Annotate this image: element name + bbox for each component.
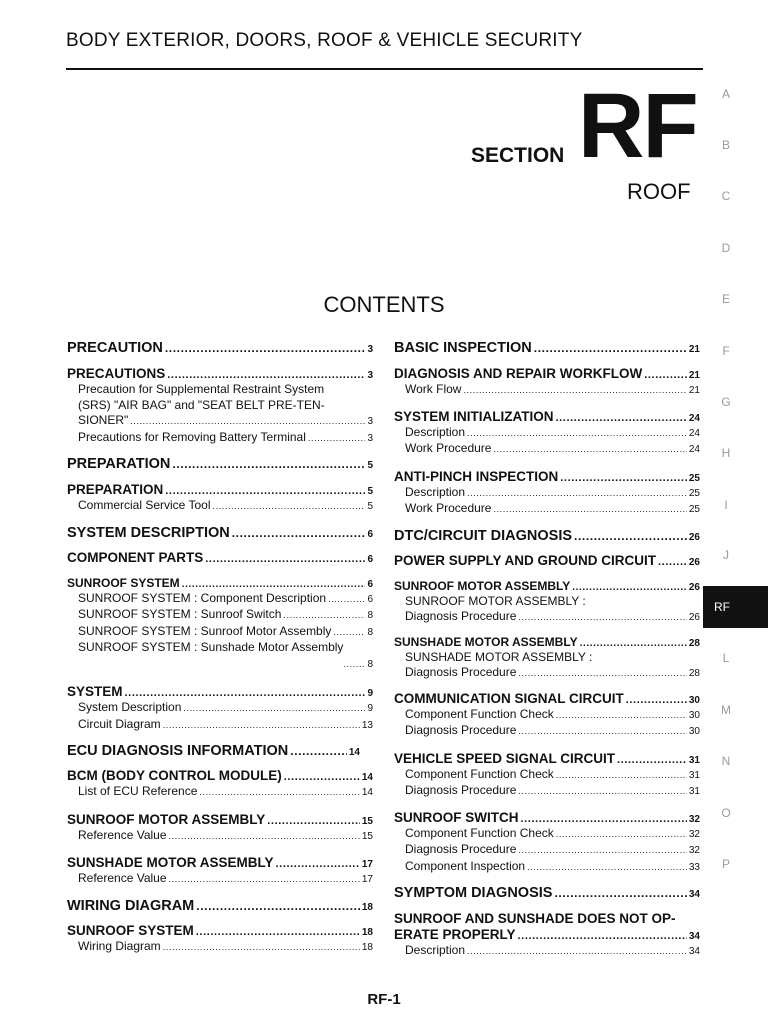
toc-entry-switch-inspect[interactable]: Component Inspection ..... 33 [394, 859, 700, 876]
toc-entry-system-description-sub[interactable]: System Description ..... 9 [67, 700, 373, 717]
toc-entry-sunshade-line1[interactable]: SUNROOF AND SUNSHADE DOES NOT OP- [394, 911, 676, 926]
toc-entry-psg-motor-proc[interactable]: Diagnosis Procedure ..... 26 [394, 609, 700, 626]
toc-entry-sunroof-motor[interactable]: SUNROOF MOTOR ASSEMBLY ..... 15 [67, 812, 373, 827]
toc-left-column [67, 340, 373, 955]
toc-entry-work-flow[interactable]: Work Flow ..... 21 [394, 382, 700, 399]
toc-right-column [394, 340, 700, 960]
section-name: ROOF [627, 179, 691, 204]
toc-entry-ss-switch[interactable]: SUNROOF SYSTEM : Sunroof Switch ..... 8 [67, 607, 373, 624]
toc-entry-anti-pinch[interactable]: ANTI-PINCH INSPECTION ..... 25 [394, 469, 700, 484]
toc-entry-wiring-sub[interactable]: Wiring Diagram ..... 18 [67, 939, 373, 956]
toc-entry-system-description[interactable]: SYSTEM DESCRIPTION ..... 6 [67, 525, 373, 541]
toc-entry-symptom[interactable]: SYMPTOM DIAGNOSIS ..... 34 [394, 885, 700, 901]
side-index-letter[interactable]: M [721, 703, 731, 717]
toc-entry-switch-proc[interactable]: Diagnosis Procedure ..... 32 [394, 842, 700, 859]
toc-entry-speed-proc[interactable]: Diagnosis Procedure ..... 31 [394, 783, 700, 800]
toc-entry-ss-component[interactable]: SUNROOF SYSTEM : Component Description ..... 6 [67, 591, 373, 608]
toc-entry-sys-init-proc[interactable]: Work Procedure ..... 24 [394, 441, 700, 458]
toc-entry-speed-signal[interactable]: VEHICLE SPEED SIGNAL CIRCUIT ..... 31 [394, 751, 700, 766]
toc-entry-srs-line2[interactable]: (SRS) "AIR BAG" and "SEAT BELT PRE-TEN- [78, 397, 325, 412]
side-index-letter[interactable]: J [723, 548, 729, 562]
side-index-letter[interactable]: O [721, 806, 731, 820]
toc-entry-wiring-sunroof[interactable]: SUNROOF SYSTEM ..... 18 [67, 923, 373, 938]
toc-entry-sunshade-line2[interactable]: ERATE PROPERLY ..... 34 [394, 927, 700, 942]
toc-entry-sys-init-desc[interactable]: Description ..... 24 [394, 425, 700, 442]
side-index-letter[interactable]: H [721, 446, 731, 460]
toc-entry-psg-motor[interactable]: SUNROOF MOTOR ASSEMBLY ..... 26 [394, 579, 700, 593]
toc-entry-ss-motor[interactable]: SUNROOF SYSTEM : Sunroof Motor Assembly ..... 8 [67, 624, 373, 641]
toc-entry-anti-pinch-proc[interactable]: Work Procedure ..... 25 [394, 501, 700, 518]
side-index-letter[interactable]: N [721, 754, 731, 768]
toc-entry-sunroof-system[interactable]: SUNROOF SYSTEM ..... 6 [67, 576, 373, 590]
toc-entry-basic-inspection[interactable]: BASIC INSPECTION ..... 21 [394, 340, 700, 356]
side-index-letter[interactable]: E [721, 292, 730, 306]
side-index-letter[interactable]: A [721, 87, 730, 101]
toc-entry-sunroof-motor-ref[interactable]: Reference Value ..... 15 [67, 828, 373, 845]
toc-entry-system[interactable]: SYSTEM ..... 9 [67, 684, 373, 699]
toc-entry-system-initialization[interactable]: SYSTEM INITIALIZATION ..... 24 [394, 409, 700, 424]
page-number: RF-1 [367, 991, 401, 1008]
toc-entry-bcm[interactable]: BCM (BODY CONTROL MODULE) ..... 14 [67, 768, 373, 783]
toc-entry-psg-sunshade[interactable]: SUNSHADE MOTOR ASSEMBLY ..... 28 [394, 635, 700, 649]
toc-entry-wiring-diagram[interactable]: WIRING DIAGRAM ..... 18 [67, 898, 373, 914]
side-index-letter[interactable]: D [721, 241, 731, 255]
side-index-letter[interactable]: I [724, 498, 728, 512]
side-index-letter[interactable]: F [722, 344, 730, 358]
toc-entry-ss-sunshade-line2[interactable]: ..... 8 [67, 656, 373, 673]
toc-entry-srs-line1[interactable]: Precaution for Supplemental Restraint System [78, 382, 325, 396]
toc-entry-workflow[interactable]: DIAGNOSIS AND REPAIR WORKFLOW ..... 21 [394, 366, 700, 381]
toc-entry-psg-motor-line1[interactable]: SUNROOF MOTOR ASSEMBLY : [405, 593, 586, 608]
toc-entry-preparation-main[interactable]: PREPARATION ..... 5 [67, 456, 373, 472]
side-index-letter[interactable]: G [721, 395, 731, 409]
toc-entry-comm-signal[interactable]: COMMUNICATION SIGNAL CIRCUIT ..... 30 [394, 691, 700, 706]
toc-entry-preparation[interactable]: PREPARATION ..... 5 [67, 482, 373, 497]
toc-entry-ecu-diagnosis[interactable]: ECU DIAGNOSIS INFORMATION ..... 14 [67, 743, 360, 759]
toc-entry-psg-sunshade-proc[interactable]: Diagnosis Procedure ..... 28 [394, 665, 700, 682]
header-rule [66, 68, 703, 70]
toc-entry-ecu-reference[interactable]: List of ECU Reference ..... 14 [67, 784, 373, 801]
toc-entry-sunroof-switch[interactable]: SUNROOF SWITCH ..... 32 [394, 810, 700, 825]
header-title: BODY EXTERIOR, DOORS, ROOF & VEHICLE SECURITY [66, 30, 583, 51]
contents-title: CONTENTS [323, 292, 445, 317]
toc-entry-power-supply[interactable]: POWER SUPPLY AND GROUND CIRCUIT ..... 26 [394, 553, 700, 568]
toc-entry-component-parts[interactable]: COMPONENT PARTS ..... 6 [67, 550, 373, 565]
toc-entry-comm-proc[interactable]: Diagnosis Procedure ..... 30 [394, 723, 700, 740]
toc-entry-sunshade-motor-ref[interactable]: Reference Value ..... 17 [67, 871, 373, 888]
toc-entry-sunshade-desc[interactable]: Description ..... 34 [394, 943, 700, 960]
side-index-letter[interactable]: L [722, 651, 730, 665]
side-index-active-tab[interactable]: RF [703, 586, 768, 628]
section-code: RF [578, 75, 697, 177]
section-label: SECTION [471, 144, 565, 167]
toc-entry-switch-check[interactable]: Component Function Check ..... 32 [394, 826, 700, 843]
toc-entry-comm-check[interactable]: Component Function Check ..... 30 [394, 707, 700, 724]
toc-entry-srs-line3[interactable]: SIONER" ..... 3 [67, 413, 373, 430]
side-index-letter[interactable]: C [721, 189, 731, 203]
toc-entry-battery[interactable]: Precautions for Removing Battery Terminal ..... 3 [67, 430, 373, 447]
toc-entry-circuit-diagram[interactable]: Circuit Diagram ..... 13 [67, 717, 373, 734]
toc-entry-precaution[interactable]: PRECAUTION ..... 3 [67, 340, 373, 356]
toc-entry-ss-sunshade-line1[interactable]: SUNROOF SYSTEM : Sunshade Motor Assembly [78, 640, 344, 654]
toc-entry-dtc[interactable]: DTC/CIRCUIT DIAGNOSIS ..... 26 [394, 528, 700, 544]
toc-entry-anti-pinch-desc[interactable]: Description ..... 25 [394, 485, 700, 502]
toc-entry-service-tool[interactable]: Commercial Service Tool ..... 5 [67, 498, 373, 515]
side-index-letter[interactable]: B [721, 138, 730, 152]
toc-entry-precautions[interactable]: PRECAUTIONS ..... 3 [67, 366, 373, 381]
side-index-letter[interactable]: P [721, 857, 730, 871]
toc-entry-sunshade-motor[interactable]: SUNSHADE MOTOR ASSEMBLY ..... 17 [67, 855, 373, 870]
toc-entry-speed-check[interactable]: Component Function Check ..... 31 [394, 767, 700, 784]
toc-entry-psg-sunshade-line1[interactable]: SUNSHADE MOTOR ASSEMBLY : [405, 649, 593, 664]
